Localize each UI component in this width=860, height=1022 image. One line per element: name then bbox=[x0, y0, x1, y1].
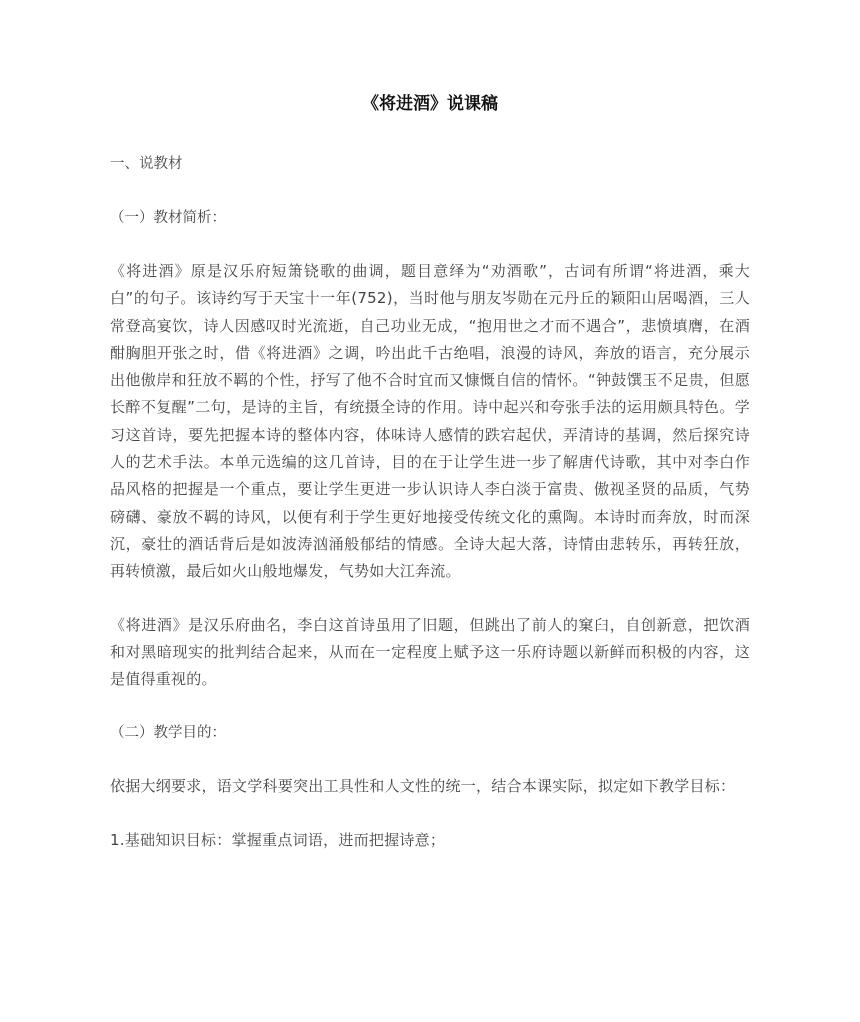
objective-item-1: 1.基础知识目标：掌握重点词语，进而把握诗意； bbox=[110, 830, 446, 849]
paragraph-material-analysis: 《将进酒》原是汉乐府短箫铙歌的曲调，题目意绎为“劝酒歌”，古词有所谓“将进酒，乘大白”的句子。该诗约写于天宝十一年(752)，当时他与朋友岑勋在元丹丘的颖阳山居喝酒，三人常登高宴饮，诗人因感叹时光流逝，自己功业无成，“抱用世之才而不遇合”，悲愤填膺，在酒酣胸胆开张之时，借《将进酒》之调，吟出此千古绝唱，浪漫的诗风，奔放的语言，充分展示出他傲岸和狂放不羁的个性，抒写了他不合时宜而又慷慨自信的情怀。“钟鼓馔玉不足贵，但愿长醉不复醒”二句，是诗的主旨，有统摄全诗的作用。诗中起兴和夸张手法的运用颇具特色。学习这首诗，要先把握本诗的整体内容，体味诗人感情的跌宕起伏，弄清诗的基调，然后探究诗人的艺术手法。本单元选编的这几首诗，目的在于让学生进一步了解唐代诗歌，其中对李白作品风格的把握是一个重点，要让学生更进一步认识诗人李白淡于富贵、傲视圣贤的品质，气势磅礴、豪放不羁的诗风，以便有利于学生更好地接受传统文化的熏陶。本诗时而奔放，时而深沉，豪壮的酒话背后是如波涛汹涌般郁结的情感。全诗大起大落，诗情由悲转乐，再转狂放，再转愤激，最后如火山般地爆发，气势如大江奔流。 bbox=[110, 262, 750, 581]
paragraph-objectives-intro: 依据大纲要求，语文学科要突出工具性和人文性的统一，结合本课实际，拟定如下教学目标： bbox=[110, 777, 736, 796]
document-body bbox=[110, 90, 750, 880]
section-heading-teaching-material: 一、说教材 bbox=[110, 156, 183, 172]
page-title: 《将进酒》说课稿 bbox=[362, 94, 498, 114]
subsection-heading-teaching-objectives: （二）教学目的： bbox=[110, 725, 226, 742]
paragraph-poem-significance: 《将进酒》是汉乐府曲名，李白这首诗虽用了旧题，但跳出了前人的窠臼，自创新意，把饮酒和对黑暗现实的批判结合起来，从而在一定程度上赋予这一乐府诗题以新鲜而积极的内容，这是值得重视的。 bbox=[110, 615, 750, 689]
subsection-heading-material-analysis: （一）教材简析： bbox=[110, 210, 226, 226]
